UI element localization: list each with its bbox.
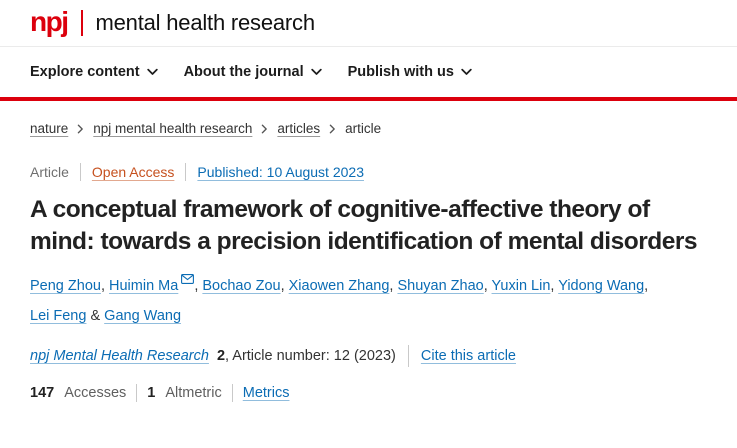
author-link[interactable]: Bochao Zou — [202, 277, 281, 294]
chevron-down-icon — [147, 64, 158, 80]
author-link[interactable]: Xiaowen Zhang — [288, 277, 390, 294]
chevron-down-icon — [311, 64, 322, 80]
main-nav — [0, 46, 737, 97]
site-header — [0, 0, 737, 101]
author-link[interactable]: Gang Wang — [104, 308, 182, 325]
author-link[interactable]: Huimin Ma — [109, 277, 179, 294]
meta-divider — [185, 163, 186, 181]
meta-divider — [408, 345, 409, 367]
nav-publish-with-us[interactable] — [348, 64, 472, 80]
chevron-down-icon — [461, 64, 472, 80]
email-envelope-icon[interactable] — [181, 272, 194, 288]
breadcrumb-current: article — [345, 121, 382, 136]
author-list: Peng Zhou, Huimin Ma , Bochao Zou, Xiaowen Zhang, Shuyan Zhao, Yuxin Lin, Yidong Wang, Lei Feng & Gang Wang — [30, 271, 707, 332]
article-type-label: Article — [30, 164, 69, 180]
chevron-right-icon — [329, 124, 336, 134]
breadcrumb-journal[interactable]: npj mental health research — [93, 121, 253, 136]
article-number-text: , Article number: 12 (2023) — [225, 347, 396, 364]
author-link[interactable]: Lei Feng — [30, 308, 87, 325]
nav-label: Explore content — [30, 64, 140, 80]
logo-divider — [81, 10, 83, 36]
nav-about-the-journal[interactable] — [184, 64, 322, 80]
chevron-right-icon — [261, 124, 268, 134]
chevron-right-icon — [77, 124, 84, 134]
author-link[interactable]: Yuxin Lin — [491, 277, 551, 294]
nav-label: Publish with us — [347, 64, 454, 80]
accesses-label: Accesses — [64, 384, 127, 401]
open-access-link[interactable]: Open Access — [91, 164, 175, 180]
published-date-link[interactable]: Published: 10 August 2023 — [197, 164, 364, 180]
meta-divider — [80, 163, 81, 181]
author-link[interactable]: Shuyan Zhao — [397, 277, 484, 294]
journal-link[interactable]: npj Mental Health Research — [30, 347, 209, 364]
npj-brand-text: npj — [30, 5, 68, 37]
breadcrumb — [0, 101, 737, 136]
journal-logo[interactable] — [30, 5, 315, 39]
journal-name-text: mental health research — [95, 10, 315, 35]
breadcrumb-articles[interactable]: articles — [277, 121, 321, 136]
metrics-link[interactable]: Metrics — [242, 384, 290, 401]
article-header — [0, 163, 737, 402]
journal-citation-line — [30, 345, 707, 367]
cite-this-article-link[interactable]: Cite this article — [420, 347, 516, 364]
nav-label: About the journal — [183, 64, 304, 80]
metrics-bar — [30, 384, 707, 402]
author-link[interactable]: Yidong Wang — [558, 277, 645, 294]
author-link[interactable]: Peng Zhou — [30, 277, 101, 294]
article-title: A conceptual framework of cognitive-affective theory of mind: towards a precision identification of mental disorders — [30, 196, 697, 256]
altmetric-label: Altmetric — [165, 384, 222, 401]
altmetric-count: 1 — [147, 384, 156, 401]
nav-explore-content[interactable] — [30, 64, 158, 80]
accesses-count: 147 — [30, 384, 55, 401]
metrics-divider — [232, 384, 233, 402]
metrics-divider — [136, 384, 137, 402]
logo-row — [0, 0, 737, 46]
breadcrumb-nature[interactable]: nature — [30, 121, 69, 136]
journal-volume: 2 — [216, 347, 226, 364]
article-meta-row — [30, 163, 707, 181]
